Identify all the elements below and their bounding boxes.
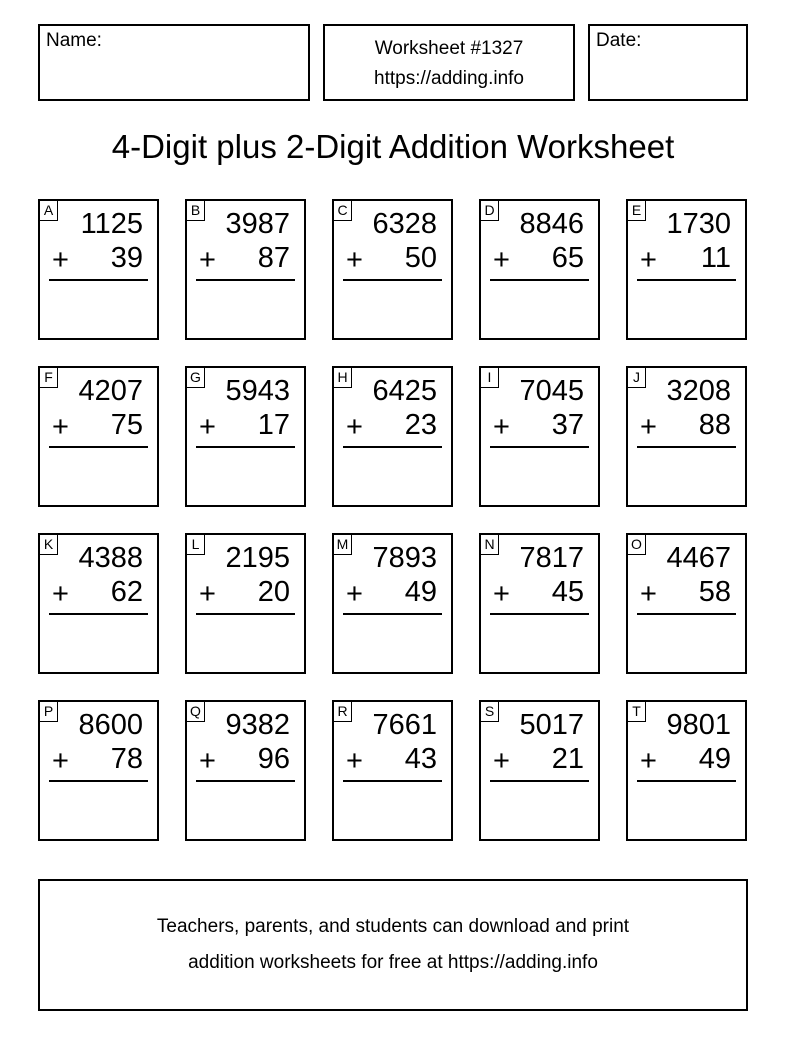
answer-line <box>490 613 589 615</box>
problem-letter: D <box>481 201 499 221</box>
answer-line <box>343 446 442 448</box>
problem-card-t <box>626 700 747 841</box>
answer-line <box>637 780 736 782</box>
problem-letter: P <box>40 702 58 722</box>
page-title: 4-Digit plus 2-Digit Addition Worksheet <box>111 128 675 165</box>
plus-sign: + <box>199 411 216 443</box>
addend-bottom: 75 <box>110 409 143 441</box>
addend-top: 4467 <box>666 542 731 574</box>
problem-letter: M <box>334 535 352 555</box>
addend-bottom: 49 <box>404 576 437 608</box>
problem-letter: E <box>628 201 646 221</box>
plus-sign: + <box>346 411 363 443</box>
plus-sign: + <box>52 411 69 443</box>
plus-sign: + <box>493 745 510 777</box>
addend-top: 7817 <box>519 542 584 574</box>
footer-line-2: addition worksheets for free at https://adding.info <box>188 952 598 973</box>
plus-sign: + <box>346 578 363 610</box>
addend-top: 8600 <box>78 709 143 741</box>
addend-top: 3208 <box>666 375 731 407</box>
answer-line <box>637 613 736 615</box>
worksheet-number: Worksheet #1327 <box>374 38 524 59</box>
addend-bottom: 39 <box>110 242 143 274</box>
problem-card-s <box>479 700 600 841</box>
problem-card-r <box>332 700 453 841</box>
addend-bottom: 43 <box>404 743 437 775</box>
name-label: Name: <box>46 30 102 51</box>
problem-card-k <box>38 533 159 674</box>
addend-bottom: 20 <box>257 576 290 608</box>
addend-bottom: 21 <box>551 743 584 775</box>
plus-sign: + <box>640 578 657 610</box>
addend-bottom: 11 <box>700 242 731 274</box>
addend-bottom: 88 <box>698 409 731 441</box>
worksheet-website: https://adding.info <box>374 68 524 89</box>
answer-line <box>343 279 442 281</box>
problem-card-a <box>38 199 159 340</box>
problem-card-d <box>479 199 600 340</box>
addend-bottom: 45 <box>551 576 584 608</box>
answer-line <box>49 780 148 782</box>
plus-sign: + <box>199 578 216 610</box>
addend-top: 1125 <box>80 208 143 240</box>
plus-sign: + <box>346 745 363 777</box>
problem-card-o <box>626 533 747 674</box>
answer-line <box>49 279 148 281</box>
footer-line-1: Teachers, parents, and students can download and print <box>156 916 630 937</box>
plus-sign: + <box>493 411 510 443</box>
plus-sign: + <box>199 244 216 276</box>
addend-top: 6328 <box>372 208 437 240</box>
problem-letter: G <box>187 368 205 388</box>
problem-card-l <box>185 533 306 674</box>
addend-top: 1730 <box>666 208 731 240</box>
problem-card-b <box>185 199 306 340</box>
problem-letter: I <box>481 368 499 388</box>
addend-top: 7893 <box>372 542 437 574</box>
problem-letter: R <box>334 702 352 722</box>
answer-line <box>637 446 736 448</box>
addend-bottom: 87 <box>257 242 290 274</box>
addend-top: 9382 <box>225 709 290 741</box>
problem-letter: N <box>481 535 499 555</box>
problem-letter: B <box>187 201 205 221</box>
answer-line <box>196 780 295 782</box>
answer-line <box>196 279 295 281</box>
answer-line <box>49 613 148 615</box>
answer-line <box>49 446 148 448</box>
addend-top: 5017 <box>519 709 584 741</box>
problem-card-q <box>185 700 306 841</box>
problem-letter: A <box>40 201 58 221</box>
addend-bottom: 65 <box>551 242 584 274</box>
problem-card-c <box>332 199 453 340</box>
addend-bottom: 37 <box>551 409 584 441</box>
plus-sign: + <box>199 745 216 777</box>
problem-letter: O <box>628 535 646 555</box>
plus-sign: + <box>52 578 69 610</box>
addend-top: 6425 <box>372 375 437 407</box>
plus-sign: + <box>346 244 363 276</box>
problem-card-p <box>38 700 159 841</box>
addend-bottom: 62 <box>110 576 143 608</box>
answer-line <box>343 780 442 782</box>
footer-box <box>38 879 748 1011</box>
problem-card-n <box>479 533 600 674</box>
answer-line <box>490 279 589 281</box>
answer-line <box>637 279 736 281</box>
problem-letter: T <box>628 702 646 722</box>
addend-top: 7661 <box>372 709 437 741</box>
problem-letter: J <box>628 368 646 388</box>
date-label: Date: <box>596 30 642 51</box>
plus-sign: + <box>52 745 69 777</box>
answer-line <box>490 446 589 448</box>
addend-top: 4388 <box>78 542 143 574</box>
addend-top: 8846 <box>519 208 584 240</box>
answer-line <box>196 613 295 615</box>
addend-bottom: 23 <box>404 409 437 441</box>
addend-top: 7045 <box>519 375 584 407</box>
problem-card-f <box>38 366 159 507</box>
problem-card-h <box>332 366 453 507</box>
addend-top: 3987 <box>225 208 290 240</box>
addend-bottom: 49 <box>698 743 731 775</box>
answer-line <box>196 446 295 448</box>
addend-top: 5943 <box>225 375 290 407</box>
problem-letter: Q <box>187 702 205 722</box>
addend-top: 2195 <box>225 542 290 574</box>
plus-sign: + <box>640 411 657 443</box>
plus-sign: + <box>493 578 510 610</box>
plus-sign: + <box>640 244 657 276</box>
problem-letter: K <box>40 535 58 555</box>
problem-letter: S <box>481 702 499 722</box>
addend-top: 4207 <box>78 375 143 407</box>
problem-letter: H <box>334 368 352 388</box>
plus-sign: + <box>493 244 510 276</box>
problem-letter: F <box>40 368 58 388</box>
addend-bottom: 78 <box>110 743 143 775</box>
problem-card-j <box>626 366 747 507</box>
problem-card-e <box>626 199 747 340</box>
addend-bottom: 17 <box>257 409 290 441</box>
addend-bottom: 96 <box>257 743 290 775</box>
addend-top: 9801 <box>666 709 731 741</box>
addend-bottom: 50 <box>404 242 437 274</box>
addend-bottom: 58 <box>698 576 731 608</box>
problem-card-i <box>479 366 600 507</box>
answer-line <box>490 780 589 782</box>
problem-card-m <box>332 533 453 674</box>
problem-letter: L <box>187 535 205 555</box>
problem-letter: C <box>334 201 352 221</box>
plus-sign: + <box>640 745 657 777</box>
problem-card-g <box>185 366 306 507</box>
plus-sign: + <box>52 244 69 276</box>
answer-line <box>343 613 442 615</box>
